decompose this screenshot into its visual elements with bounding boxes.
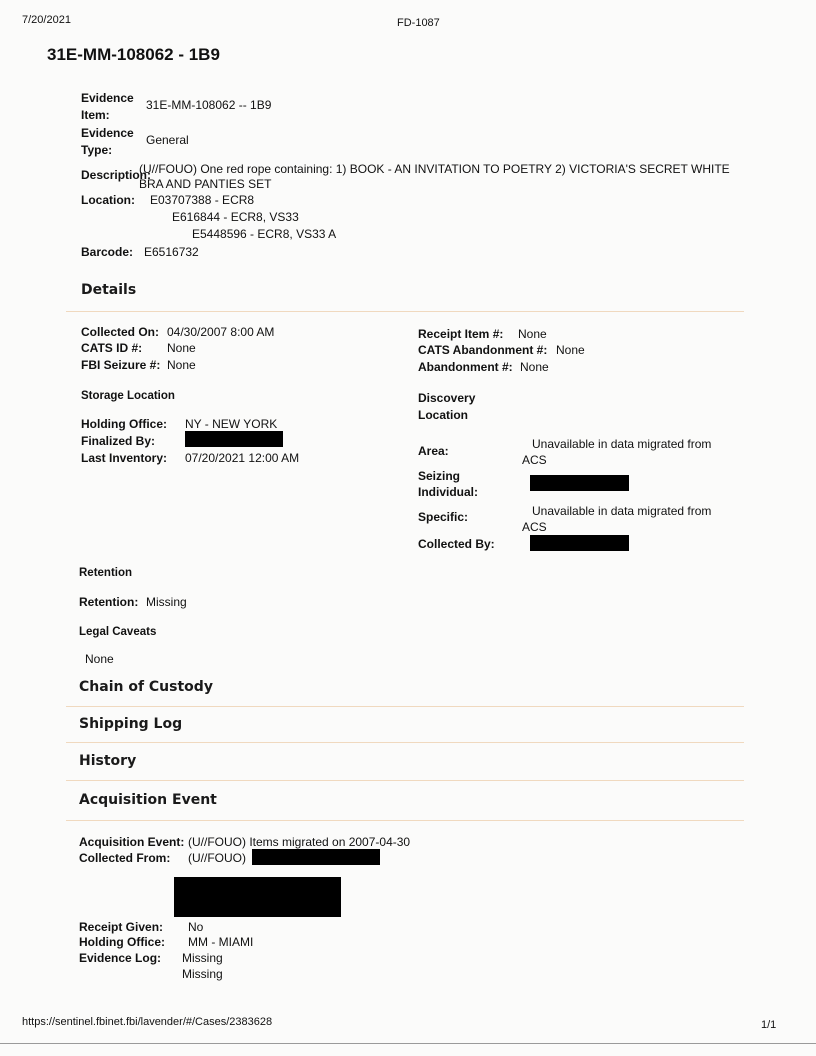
finalized-by-label: Finalized By: [81,434,156,448]
area-value-line-2: ACS [522,453,547,467]
collected-on-label: Collected On: [81,325,160,339]
acquisition-holding-office-label: Holding Office: [79,935,165,949]
area-value-line-1: Unavailable in data migrated from [532,437,712,451]
discovery-location-label-2: Location [418,408,468,422]
storage-location-heading: Storage Location [81,390,175,402]
evidence-type-value: General [146,133,189,147]
location-line-3: E5448596 - ECR8, VS33 A [192,227,337,241]
description-line-2: BRA AND PANTIES SET [139,177,272,191]
seizing-individual-label-2: Individual: [418,485,478,499]
page-number: 1/1 [761,1019,777,1031]
footer-url[interactable]: https://sentinel.fbinet.fbi/lavender/#/Cases/2383628 [22,1016,273,1028]
redacted-seizing-individual [530,475,629,491]
abandonment-label: Abandonment #: [418,360,513,374]
cats-id-label: CATS ID #: [81,341,143,355]
form-number: FD-1087 [397,17,440,29]
chain-of-custody-heading[interactable]: Chain of Custody [79,679,213,695]
retention-heading: Retention [79,567,133,579]
acquisition-event-heading[interactable]: Acquisition Event [79,792,217,808]
shipping-log-heading[interactable]: Shipping Log [79,716,183,732]
history-divider [66,780,744,781]
receipt-given-value: No [188,920,204,934]
details-divider [66,311,744,312]
evidence-log-value-2: Missing [182,967,223,981]
holding-office-value: NY - NEW YORK [185,417,278,431]
collected-by-label: Collected By: [418,537,495,551]
description-line-1: (U//FOUO) One red rope containing: 1) BOOK - AN INVITATION TO POETRY 2) VICTORIA'S SECRET WHITE [139,162,730,176]
acquisition-event-label: Acquisition Event: [79,835,185,849]
location-line-2: E616844 - ECR8, VS33 [172,210,299,224]
cats-abandonment-value: None [556,343,585,357]
print-date: 7/20/2021 [22,14,71,26]
specific-value-line-2: ACS [522,520,547,534]
collected-on-value: 04/30/2007 8:00 AM [167,325,275,339]
abandonment-value: None [520,360,549,374]
cats-id-value: None [167,341,196,355]
footer-divider [0,1043,816,1044]
redacted-finalized-by [185,431,283,447]
evidence-type-label: Evidence [81,126,134,140]
shipping-log-divider [66,742,744,743]
details-heading: Details [81,282,137,298]
location-line-1: E03707388 - ECR8 [150,193,255,207]
acquisition-event-value: (U//FOUO) Items migrated on 2007-04-30 [188,835,411,849]
retention-value: Missing [146,595,187,609]
retention-label: Retention: [79,595,139,609]
cats-abandonment-label: CATS Abandonment #: [418,343,548,357]
evidence-log-value-1: Missing [182,951,223,965]
specific-label: Specific: [418,510,469,524]
discovery-location-label: Discovery [418,391,476,405]
collected-from-label: Collected From: [79,851,171,865]
description-label: Description: [81,168,152,182]
evidence-item-label: Evidence [81,91,134,105]
specific-value-line-1: Unavailable in data migrated from [532,504,712,518]
evidence-item-value: 31E-MM-108062 -- 1B9 [146,98,272,112]
last-inventory-value: 07/20/2021 12:00 AM [185,451,300,465]
barcode-value: E6516732 [144,245,199,259]
redacted-collected-from [252,849,380,865]
receipt-given-label: Receipt Given: [79,920,164,934]
evidence-log-label: Evidence Log: [79,951,162,965]
location-label: Location: [81,193,135,207]
receipt-item-value: None [518,327,547,341]
last-inventory-label: Last Inventory: [81,451,168,465]
evidence-item-label-2: Item: [81,108,110,122]
evidence-type-label-2: Type: [81,143,113,157]
collected-from-value: (U//FOUO) [188,851,246,865]
barcode-label: Barcode: [81,245,134,259]
history-heading[interactable]: History [79,753,137,769]
page-title: 31E-MM-108062 - 1B9 [47,45,220,64]
chain-of-custody-divider [66,706,744,707]
holding-office-label: Holding Office: [81,417,167,431]
fbi-seizure-label: FBI Seizure #: [81,358,161,372]
legal-caveats-value: None [85,652,114,666]
acquisition-event-divider [66,820,744,821]
receipt-item-label: Receipt Item #: [418,327,504,341]
legal-caveats-heading: Legal Caveats [79,626,157,638]
seizing-individual-label: Seizing [418,469,461,483]
fbi-seizure-value: None [167,358,196,372]
area-label: Area: [418,444,449,458]
redacted-collected-by [530,535,629,551]
acquisition-holding-office-value: MM - MIAMI [188,935,254,949]
redacted-block [174,877,341,917]
